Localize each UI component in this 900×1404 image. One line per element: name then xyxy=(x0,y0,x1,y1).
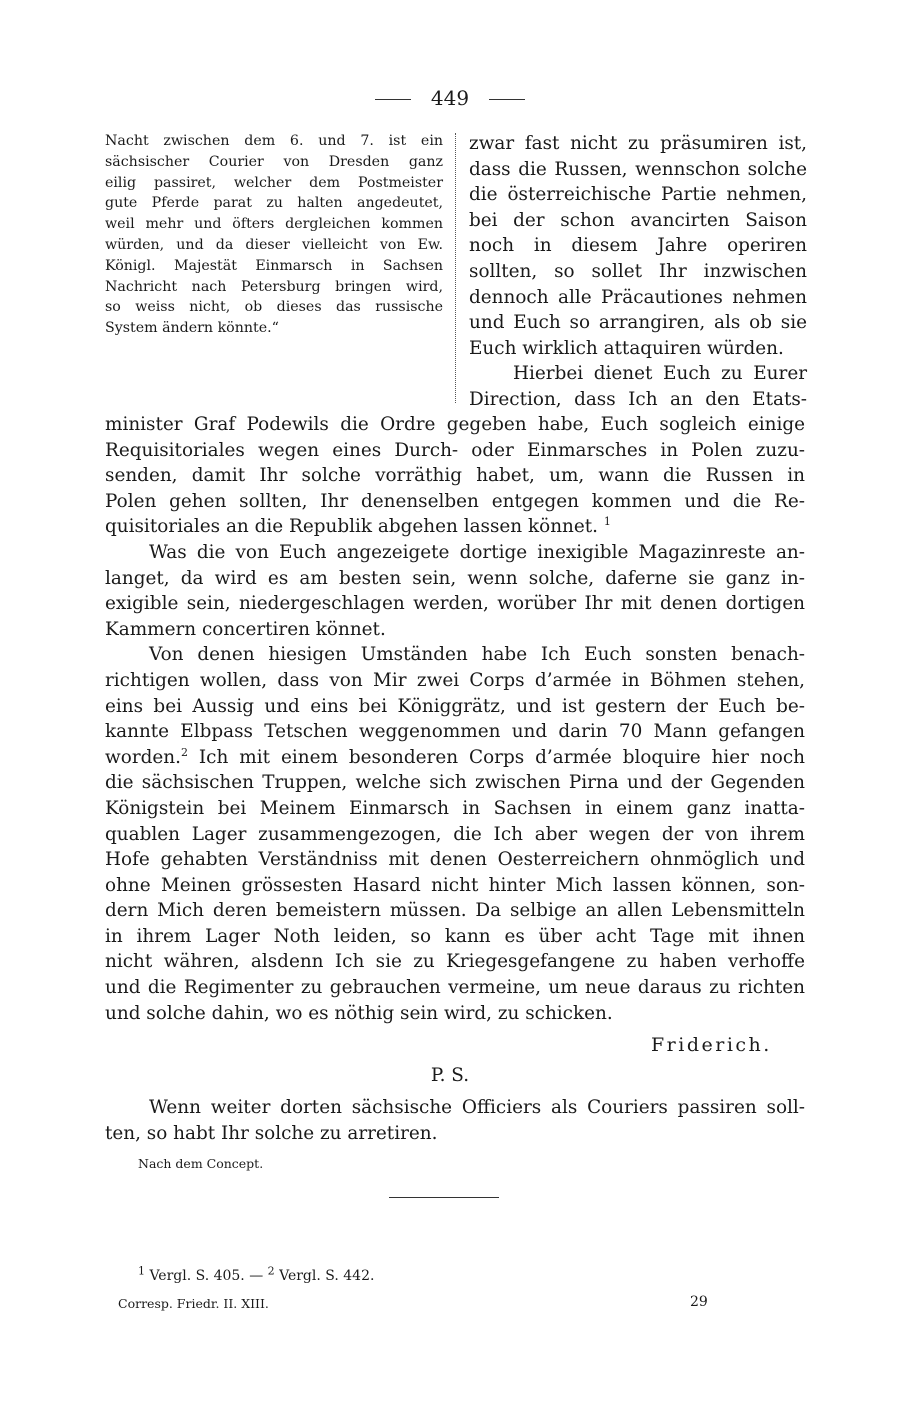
text-fragment: quisitoriales an die Republik abgehen lassen könnet. xyxy=(105,516,599,538)
footnotes xyxy=(138,1264,375,1284)
signature-line: Corresp. Friedr. II. XIII. xyxy=(118,1296,269,1311)
sidenote-line: System ändern könnte.“ xyxy=(105,320,279,337)
postscript-heading: P. S. xyxy=(430,1065,470,1086)
sidenote-line: eilig passiret, welcher dem Postmeister xyxy=(105,174,443,191)
footnote-mark: 2 xyxy=(267,1264,275,1278)
sidenote-line: weil mehr und öfters dergleichen kommen xyxy=(105,216,443,233)
footnote-mark: 1 xyxy=(138,1264,145,1278)
column-line: Direction, dass Ich an den Etats- xyxy=(469,388,807,410)
sidenote-line: Königl. Majestät Einmarsch in Sachsen xyxy=(105,257,443,274)
text-line: Hofe gehabten Verständniss mit denen Oesterreichern ohnmöglich und xyxy=(105,849,805,871)
text-line: kannte Elbpass Tetschen weggenommen und darin 70 Mann gefangen xyxy=(105,721,805,743)
column-line: dennoch alle Präcautiones nehmen xyxy=(469,286,807,308)
sidenote-line: sächsischer Courier von Dresden ganz xyxy=(105,153,443,170)
page-number: 449 xyxy=(430,86,470,110)
text-line: eins bei Aussig und eins bei Königgrätz, und ist gestern der Euch be- xyxy=(105,695,805,717)
footnote-text: Vergl. S. 405. — xyxy=(149,1268,268,1284)
text-line: Von denen hiesigen Umständen habe Ich Euch sonsten benach- xyxy=(149,644,805,666)
text-line: die sächsischen Truppen, welche sich zwischen Pirna und der Gegenden xyxy=(105,772,805,794)
text-fragment: worden. xyxy=(105,746,181,768)
column-line: und Euch so arrangiren, als ob sie xyxy=(469,312,807,334)
sheet-number: 29 xyxy=(690,1294,708,1310)
separator-rule xyxy=(389,1197,499,1198)
text-line: ten, so habt Ihr solche zu arretiren. xyxy=(105,1122,438,1144)
column-line: zwar fast nicht zu präsumiren ist, xyxy=(469,133,807,154)
text-line: Königstein bei Meinem Einmarsch in Sachsen in einem ganz inatta- xyxy=(105,797,805,819)
signature: Friderich. xyxy=(651,1034,772,1056)
text-line: Polen gehen sollten, Ihr denenselben entgegen kommen und die Re- xyxy=(105,490,805,512)
main-text xyxy=(105,412,805,1026)
sidenote-line: würden, und da dieser vielleicht von Ew. xyxy=(105,236,443,253)
text-line: langet, da wird es am besten sein, wenn solche, daferne sie ganz in- xyxy=(105,567,805,589)
text-line: senden, damit Ihr solche vorräthig habet, um, wann die Russen in xyxy=(105,465,805,487)
postscript-body xyxy=(105,1095,805,1146)
right-column xyxy=(469,131,807,413)
column-line: sollten, so sollet Ihr inzwischen xyxy=(469,260,807,282)
sidenote-line: so weiss nicht, ob dieses das russische xyxy=(105,299,443,316)
text-line: quablen Lager zusammengezogen, die Ich aber wegen der von ihrem xyxy=(105,823,805,845)
text-line: Kammern concertiren könnet. xyxy=(105,618,386,640)
header-dash-right xyxy=(489,99,525,100)
page-header xyxy=(0,86,900,110)
text-line xyxy=(105,514,805,540)
text-line: in ihrem Lager Noth leiden, so kann es über acht Tage mit ihnen xyxy=(105,925,805,947)
footnote-text: Vergl. S. 442. xyxy=(274,1268,375,1284)
text-line: Wenn weiter dorten sächsische Officiers als Couriers passiren soll- xyxy=(149,1097,805,1118)
footnote-ref: 1 xyxy=(603,515,611,529)
text-line: exigible sein, niedergeschlagen werden, worüber Ihr mit denen dortigen xyxy=(105,593,805,615)
text-line xyxy=(105,745,805,771)
column-line: Euch wirklich attaquiren würden. xyxy=(469,337,784,359)
column-line: dass die Russen, wennschon solche xyxy=(469,158,807,180)
text-line: und die Regimenter zu gebrauchen vermeine, um neue daraus zu richten xyxy=(105,977,805,999)
header-dash-left xyxy=(375,99,411,100)
text-line: ohne Meinen grössesten Hasard nicht hinter Mich lassen können, son- xyxy=(105,874,805,896)
text-line: Was die von Euch angezeigete dortige inexigible Magazinreste an- xyxy=(149,541,805,563)
column-line: Hierbei dienet Euch zu Eurer xyxy=(513,363,807,385)
sidenote-line: Nachricht nach Petersburg bringen wird, xyxy=(105,278,443,295)
text-line: nicht währen, alsdenn Ich sie zu Kriegesgefangene zu haben verhoffe xyxy=(105,951,805,973)
footnote-ref: 2 xyxy=(180,745,188,759)
text-line: minister Graf Podewils die Ordre gegeben habe, Euch sogleich einige xyxy=(105,414,805,435)
source-note: Nach dem Concept. xyxy=(138,1156,264,1171)
column-line: bei der schon avancirten Saison xyxy=(469,209,807,231)
column-line: die österreichische Partie nehmen, xyxy=(469,184,807,206)
column-divider xyxy=(455,133,456,403)
text-line: Requisitoriales wegen eines Durch- oder Einmarsches in Polen zuzu- xyxy=(105,439,805,461)
column-line: noch in diesem Jahre operiren xyxy=(469,235,807,257)
sidenote-block xyxy=(105,131,443,339)
sidenote-line: gute Pferde parat zu halten angedeutet, xyxy=(105,195,443,212)
text-line: dern Mich deren bemeistern müssen. Da selbige an allen Lebensmitteln xyxy=(105,900,805,922)
text-line: und solche dahin, wo es nöthig sein wird, zu schicken. xyxy=(105,1002,613,1024)
sidenote-line: Nacht zwischen dem 6. und 7. ist ein xyxy=(105,133,443,149)
text-fragment: Ich mit einem besonderen Corps d’armée bloquire hier noch xyxy=(187,746,805,768)
text-line: richtigen wollen, dass von Mir zwei Corps d’armée in Böhmen stehen, xyxy=(105,669,805,691)
